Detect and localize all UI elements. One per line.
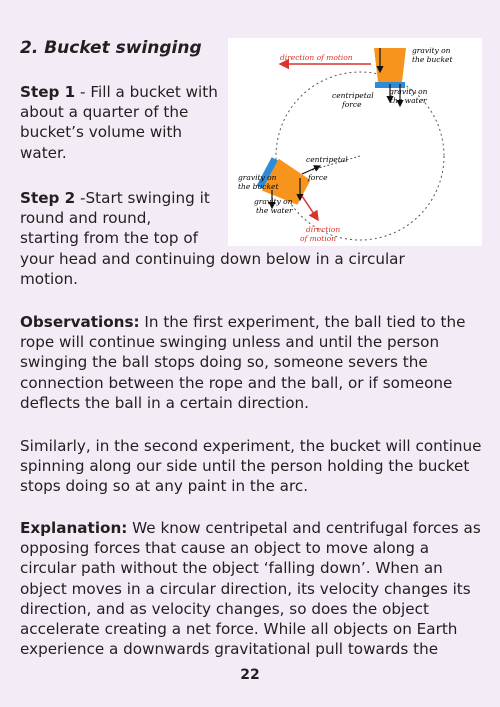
bottom-direction-label-2: of motion <box>300 234 337 243</box>
top-centripetal-label-1: centripetal <box>332 91 374 100</box>
bottom-gravity-bucket-label-2: the bucket <box>238 182 279 191</box>
explanation-text: We know centripetal and centrifugal forces as opposing forces that cause an object to move along a circular path without the object ‘falling down’. When an object moves in a circular direction, its velocity changes its direction, and as velocity changes, so does the object accelerate creating a net force. While all objects on Earth experience a downwards gravitational pull towards the <box>20 519 481 659</box>
step-1-text: - Fill a bucket with about a quarter of the bucket’s volume with water. <box>20 83 218 162</box>
step-2-line-4: your head and continuing down below in a circular <box>20 249 405 268</box>
top-gravity-bucket-label-2: the bucket <box>412 55 453 64</box>
bottom-motion-arrow <box>302 196 318 220</box>
explanation-paragraph <box>20 518 490 659</box>
observations-label: Observations: <box>20 313 140 331</box>
top-direction-label: direction of motion <box>280 53 353 62</box>
bottom-gravity-water-label-1: gravity on <box>254 197 293 206</box>
bucket-swing-svg <box>228 38 482 246</box>
step-1-label: Step 1 <box>20 83 76 101</box>
bottom-gravity-water-label-2: the water <box>256 206 293 215</box>
step-2-line-5: motion. <box>20 269 79 288</box>
bottom-centripetal-label-2: force <box>308 173 328 182</box>
bucket-swing-diagram <box>228 38 482 246</box>
step-2-label: Step 2 <box>20 189 76 207</box>
section-heading: 2. Bucket swinging <box>20 38 202 58</box>
explanation-label: Explanation: <box>20 519 128 537</box>
step-2-text-1: -Start swinging it <box>75 189 210 207</box>
step-2-line-2: round and round, <box>20 209 152 228</box>
top-centripetal-label-2: force <box>342 100 362 109</box>
observations-text: In the first experiment, the ball tied to the rope will continue swinging unless and until the person swinging the ball stops doing so, someone severs the connection between the rope and the ball, or if someone deflects the ball in a certain direction. <box>20 313 466 412</box>
top-gravity-water-label-1: gravity on <box>389 87 428 96</box>
observations-paragraph <box>20 312 490 413</box>
similarly-paragraph: Similarly, in the second experiment, the bucket will continue spinning along our side until the person holding the bucket stops doing so at any paint in the arc. <box>20 437 482 496</box>
page-number: 22 <box>240 667 260 683</box>
top-gravity-water-label-2: the water <box>390 96 427 105</box>
bottom-gravity-bucket-label-1: gravity on <box>238 173 277 182</box>
top-gravity-bucket-label-1: gravity on <box>412 46 451 55</box>
bottom-direction-label-1: direction <box>306 225 341 234</box>
bottom-centripetal-label-1: centripetal <box>306 155 348 164</box>
step-1-paragraph <box>20 82 225 163</box>
step-2-line-3: starting from the top of <box>20 229 198 248</box>
